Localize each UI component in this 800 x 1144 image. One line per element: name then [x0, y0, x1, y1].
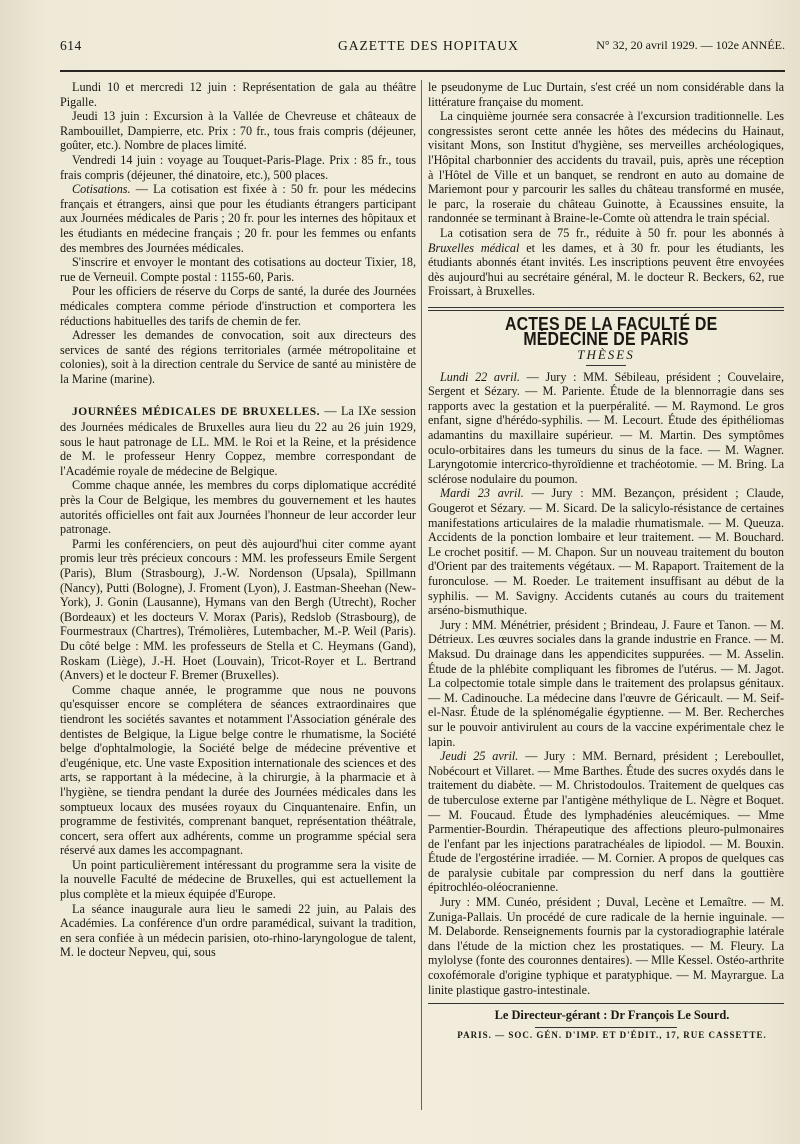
thesis-date: Lundi 22 avril.	[440, 369, 520, 384]
journal-name: Bruxelles médical	[428, 240, 520, 255]
cotisation-paragraph	[428, 226, 784, 299]
section-rule	[428, 307, 784, 311]
printer-line: PARIS. — SOC. GÉN. D'IMP. ET D'ÉDIT., 17, RUE CASSETTE.	[457, 1029, 767, 1040]
paragraph: Pour les officiers de réserve du Corps de santé, la durée des Journées médicales comptera comme période d'instruction et comportera les réductions habituelles des tarifs de chemin de fer.	[60, 284, 416, 328]
theses-rule	[586, 365, 626, 366]
page-header	[60, 38, 785, 58]
thesis-entry	[428, 749, 784, 895]
paragraph: Jeudi 13 juin : Excursion à la Vallée de Chevreuse et châteaux de Rambouillet, Dampierre, etc. Prix : 70 fr., tous frais compris (déjeuner, goûter, etc.). Nombre de places limité.	[60, 109, 416, 153]
thesis-text: — Jury : MM. Bernard, président ; Lereboullet, Nobécourt et Villaret. — Mme Barthes. Étude des sucres oxydés dans le traitement du diabète. — M. Christodoulos. Traitement de quelques cas de tuberculose externe par l'antigène méthylique de L. Nègre et Boquet. — M. Foucaud. Étude des lymphadénies aleucémiques. — Mme Parmentier-Bourdin. Thérapeutique des affections pleuro-pulmonaires de l'enfant par les injections paratrachéales de lipiodol. — M. Bouxin. Étude de l'ergostérine irradiée. — M. Cornier. A propos de quelques cas de paralysie cubitale par compression du nerf dans la gouttière épitrochléo-oléocranienne.	[428, 749, 784, 895]
paragraph: le pseudonyme de Luc Durtain, s'est créé un nom considérable dans la littérature française du moment.	[428, 80, 784, 109]
thesis-entry	[428, 618, 784, 749]
thesis-text: Jury : MM. Ménétrier, président ; Brindeau, J. Faure et Tanon. — M. Détrieux. Les œuvres sociales dans la grande industrie en France. — M. Maksud. Du drainage dans les appendicites suppurées. — M. Asselin. Étude de la phlébite compliquant les fibromes de l'utérus. — M. Jagot. La colpectomie totale simple dans le traitement des prolapsus génitaux. — M. Cadinouche. La médecine dans l'œuvre de Géricault. — M. Seif-el-Nasr. Étude de la splénomégalie égyptienne. — M. Ber. Recherches sur le pouvoir antivirulent au cours de la vaccine expérimentale chez le lapin.	[428, 617, 784, 749]
paragraph: Parmi les conférenciers, on peut dès aujourd'hui citer comme ayant promis leur très précieux concours : MM. les professeurs Emile Sergent (Paris), Blum (Strasbourg), J.-W. Nordenson (Upsala), Spillmann (Nancy), Putti (Bologne), J. Froment (Lyon), J. Eastman-Sheehan (New-York), J. Gonin (Lausanne), Hymans van den Bergh (Utrecht), Rocher (Bordeaux) et les docteurs V. Morax (Paris), Redslob (Strasbourg), de Fourmestraux (Chartres), Trémolières, Lutembacher, M.-P. Weil (Paris). Du côté belge : MM. les professeurs de Stella et C. Heymans (Gand), Roskam (Liège), J.-H. Hoet (Louvain), Tricot-Royer et L. Bertrand (Anvers) et le docteur F. Bremer (Bruxelles).	[60, 536, 416, 683]
paragraph: La séance inaugurale aura lieu le samedi 22 juin, au Palais des Académies. La conférence d'un ordre paramédical, suivant la tradition, en sera confiée à un médecin parisien, oto-rhino-laryngologue de talent, M. le docteur Nepveu, qui, sous	[60, 901, 416, 960]
paragraph: S'inscrire et envoyer le montant des cotisations au docteur Tixier, 18, rue de Verneuil. Compte postal : 1155-60, Paris.	[60, 255, 416, 284]
thesis-entry	[428, 895, 784, 997]
bruxelles-intro: — La IXe session des Journées médicales de Bruxelles aura lieu du 22 au 26 juin 1929, sous le haut patronage de LL. MM. le Roi et la Reine, et la présidence de M. le professeur Henry Coppez, membre correspondant de l'Académie royale de médecine de Belgique.	[60, 404, 416, 478]
cotisations-label: Cotisations.	[72, 182, 131, 197]
issue-info: N° 32, 20 avril 1929. — 102e ANNÉE.	[596, 38, 785, 52]
right-column	[428, 80, 784, 1042]
paragraph: Lundi 10 et mercredi 12 juin : Représentation de gala au théâtre Pigalle.	[60, 80, 416, 109]
theses-label: THÈSES	[577, 347, 635, 363]
cotisations-paragraph	[60, 182, 416, 255]
thesis-entry	[428, 486, 784, 617]
paragraph: Vendredi 14 juin : voyage au Touquet-Paris-Plage. Prix : 85 fr., tous frais compris (déjeuner, thé dinatoire, etc.), 500 places.	[60, 152, 416, 182]
paragraph: Adresser les demandes de convocation, soit aux directeurs des services de santé des régions territoriales (armée métropolitaine et colonies), soit à la direction centrale du Service de santé au ministère de la Marine (marine).	[60, 328, 416, 386]
paragraph: La cinquième journée sera consacrée à l'excursion traditionnelle. Les congressistes seront cette année les hôtes des médecins du Hainaut, visitant Mons, son Institut d'hygiène, ses merveilles archéologiques, l'Hôpital charbonnier des accidents du travail, puis, après une réception à l'Hôtel de Ville et un banquet, se rendront en auto au domaine de Mariemont pour y parcourir les salles du château transformé en musée, le parc, la roseraie du château Guinotte, à Ecaussines ensuite, la randonnée se terminant à Braine-le-Comte où attendra le train spécial.	[428, 109, 784, 226]
director-line: Le Directeur-gérant : Dr François Le Sourd.	[494, 1008, 730, 1023]
faculty-title: ACTES DE LA FACULTÉ DE MÉDECINE DE PARIS	[504, 312, 718, 349]
cotisations-text: — La cotisation est fixée à : 50 fr. pour les médecins français et étrangers, ainsi que pour les étudiants étrangers participant aux Journées médicales de Paris ; 20 fr. pour les internes des hôpitaux et les étudiants en médecine français ; 20 fr. pour les femmes ou enfants des membres des Journées médicales.	[60, 182, 416, 255]
thesis-date: Jeudi 25 avril.	[440, 749, 519, 764]
thesis-text: — Jury : MM. Sébileau, président ; Couvelaire, Sergent et Sézary. — M. Pariente. Étude de la blennorragie dans ses rapports avec la gestation et la puerpéralité. — M. Raymond. Le gros enfant, signe d'hérédo-syphilis. — M. Lecourt. Étude des épithéliomas adamantins du maxillaire supérieur. — M. Martin. Des symptômes oculo-orbitaires dans les tumeurs du sinus de la face. — M. Wagner. Laryngotomie intercrico-thyroïdienne et trachéotomie. — M. Bring. La sclérose nodulaire du poumon.	[428, 369, 784, 486]
page-number: 614	[60, 38, 82, 53]
thesis-entry	[428, 370, 784, 487]
cotisation-text: La cotisation sera de 75 fr., réduite à 50 fr. pour les abonnés à	[440, 225, 784, 240]
bruxelles-paragraph	[60, 404, 416, 478]
thesis-text: Jury : MM. Cunéo, président ; Duval, Lecène et Lemaître. — M. Zuniga-Pallais. Un procédé de cure radicale de la hernie inguinale. — M. Delaborde. Renseignements fournis par la cystoradiographie latérale dans l'étude de la miction chez les prostatiques. — M. Fleury. La mylolyse (fonte des couronnes dentaires). — Mlle Kessel. Ostéo-arthrite coxofémorale d'origine typhique et paratyphique. — M. Mayrargue. La linite plastique gastro-intestinale.	[428, 895, 784, 997]
bruxelles-title: JOURNÉES MÉDICALES DE BRUXELLES.	[72, 406, 321, 419]
left-column	[60, 80, 416, 960]
header-rule	[60, 70, 785, 72]
thesis-date: Mardi 23 avril.	[440, 486, 524, 501]
paragraph: Comme chaque année, le programme que nous ne pouvons qu'esquisser encore se complétera de séances extraordinaires que tiendront les sociétés savantes et notamment l'Association générale des dentistes de Belgique, la Ligue belge contre le rhumatisme, la Société belge d'ophtalmologie, la Société belge de médecine préventive et d'eugénique, etc. Une vaste Exposition internationale des sciences et des arts, se rapportant à la médecine, à la chirurgie, à la pharmacie et à l'hygiène, se tiendra pendant la durée des Journées médicales dans les somptueux locaux des musées royaux du Cinquantenaire. Enfin, un programme de festivités, comprenant banquet, représentation théâtrale, concert, sera offert aux adhérents, comme un programme spécial sera réservé aux dames les accompagnant.	[60, 682, 416, 858]
footer-rule	[428, 1003, 784, 1004]
column-divider	[421, 80, 422, 1110]
journal-title: GAZETTE DES HOPITAUX	[338, 38, 519, 53]
thesis-text: — Jury : MM. Bezançon, président ; Claude, Gougerot et Sézary. — M. Sicard. De la salicylo-résistance de certaines manifestations articulaires de la maladie rhumatismale. — M. Queuza. Accidents de la ponction lombaire et leur traitement. — M. Bouchard. Le crochet positif. — M. Chapon. Sur un nouveau traitement du bouton d'Orient par des traitements végétaux. — M. Rapaport. Traitement de la furonculose. — M. Roeder. Le traitement insuffisant au début de la syphilis. — M. Savigny. Accidents cutanés au cours du traitement arséno-bismuthique.	[428, 486, 784, 618]
cotisation-text: et les dames, et à 30 fr. pour les étudiants, les étudiants abonnés étant invités. Les inscriptions peuvent être envoyées dès aujourd'hui au secrétaire général, M. le docteur R. Beckers, 62, rue Froissart, à Bruxelles.	[428, 240, 784, 299]
paragraph: Un point particulièrement intéressant du programme sera la visite de la nouvelle Faculté de médecine de Bruxelles, qui est actuellement la plus complète et la mieux équipée d'Europe.	[60, 857, 416, 902]
paragraph: Comme chaque année, les membres du corps diplomatique accrédité près la Cour de Belgique, les membres du gouvernement et les hautes autorités officielles ont fait aux Journées l'honneur de leur accorder leur patronage.	[60, 478, 416, 537]
